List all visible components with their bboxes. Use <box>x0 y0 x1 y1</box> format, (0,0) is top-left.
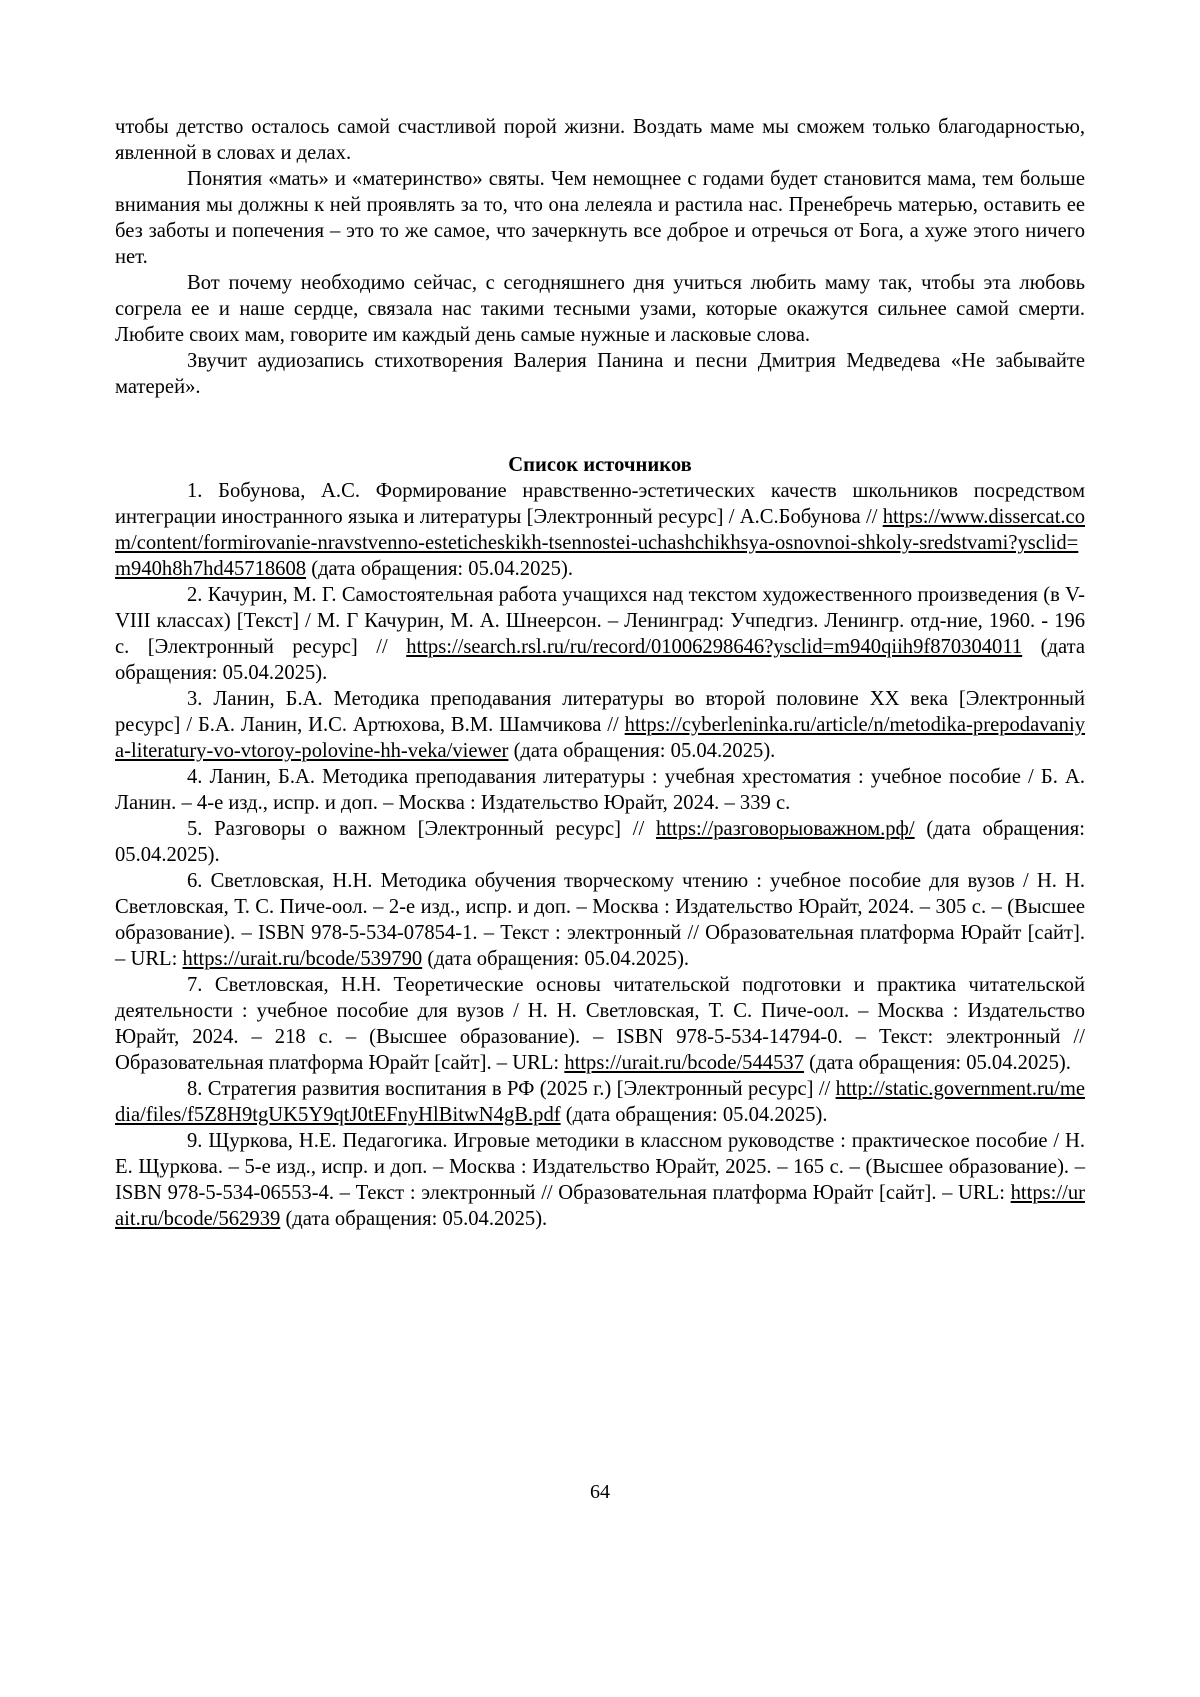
reference-item <box>115 972 1085 1076</box>
reference-item <box>115 1128 1085 1232</box>
reference-text: 7. Светловская, Н.Н. Теоретические основы читательской подготовки и практика читательской деятельности : учебное пособие для вузов / Н. Н. Светловская, Т. С. Пиче-оол. – Москва : Издательство Юрайт, 2024. – 218 с. – (Высшее образование). – ISBN 978-5-534-14794-0. – Текст: электронный // Образовательная платформа Юрайт [сайт]. – URL: <box>115 974 1085 1074</box>
reference-text: 2. Качурин, М. Г. Самостоятельная работа учащихся над текстом художественного произведения (в V-VIII классах) [Текст] / М. Г Качурин, М. А. Шнеерсон. – Ленинград: Учпедгиз. Ленингр. отд-ние, 1960. - 196 с. [Электронный ресурс] // <box>115 584 1085 658</box>
spacer <box>115 400 1085 452</box>
reference-text: 5. Разговоры о важном [Электронный ресурс] // <box>187 818 656 840</box>
reference-access-date: (дата обращения: 05.04.2025). <box>280 1208 547 1230</box>
reference-item <box>115 582 1085 686</box>
reference-link[interactable]: https://search.rsl.ru/ru/record/01006298646?ysclid=m940qiih9f870304011 <box>406 636 1022 658</box>
reference-item <box>115 764 1085 816</box>
reference-link[interactable]: https://urait.ru/bcode/562939 <box>115 1182 1085 1230</box>
body-paragraph: Понятия «мать» и «материнство» святы. Чем немощнее с годами будет становится мама, тем больше внимания мы должны к ней проявлять за то, что она лелеяла и растила нас. Пренебречь матерью, оставить ее без заботы и попечения – это то же самое, что зачеркнуть все доброе и отречься от Бога, а хуже этого ничего нет. <box>115 166 1085 270</box>
body-paragraph: Звучит аудиозапись стихотворения Валерия Панина и песни Дмитрия Медведева «Не забывайте матерей». <box>115 348 1085 400</box>
page-number: 64 <box>0 1481 1200 1504</box>
reference-link[interactable]: https://urait.ru/bcode/539790 <box>183 948 423 970</box>
reference-link[interactable]: https://urait.ru/bcode/544537 <box>564 1052 804 1074</box>
reference-access-date: (дата обращения: 05.04.2025). <box>115 636 1085 684</box>
body-paragraph: чтобы детство осталось самой счастливой порой жизни. Воздать маме мы сможем только благодарностью, явленной в словах и делах. <box>115 114 1085 166</box>
reference-link[interactable]: https://разговорыоважном.рф/ <box>656 818 915 840</box>
reference-link[interactable]: https://cyberleninka.ru/article/n/metodika-prepodavaniya-literatury-vo-vtoroy-polovine-hh-veka/viewer <box>115 714 1085 762</box>
reference-item <box>115 816 1085 868</box>
document-page <box>115 114 1085 1232</box>
reference-text: 1. Бобунова, А.С. Формирование нравственно-эстетических качеств школьников посредством интеграции иностранного языка и литературы [Электронный ресурс] / А.С.Бобунова // <box>115 480 1085 528</box>
reference-text: 9. Щуркова, Н.Е. Педагогика. Игровые методики в классном руководстве : практическое пособие / Н. Е. Щуркова. – 5-е изд., испр. и доп. – Москва : Издательство Юрайт, 2025. – 165 с. – (Высшее образование). – ISBN 978-5-534-06553-4. – Текст : электронный // Образовательная платформа Юрайт [сайт]. – URL: <box>115 1130 1085 1204</box>
reference-access-date: (дата обращения: 05.04.2025). <box>508 740 775 762</box>
reference-link[interactable]: https://www.dissercat.com/content/formirovanie-nravstvenno-esteticheskikh-tsennostei-uchashchikhsya-osnovnoi-shkoly-sredstvami?ysclid=m940h8h7hd45718608 <box>115 506 1085 580</box>
reference-text: 6. Светловская, Н.Н. Методика обучения творческому чтению : учебное пособие для вузов / Н. Н. Светловская, Т. С. Пиче-оол. – 2-е изд., испр. и доп. – Москва : Издательство Юрайт, 2024. – 305 с. – (Высшее образование). – ISBN 978-5-534-07854-1. – Текст : электронный // Образовательная платформа Юрайт [сайт]. – URL: <box>115 870 1085 970</box>
reference-item <box>115 478 1085 582</box>
reference-text: 4. Ланин, Б.А. Методика преподавания литературы : учебная хрестоматия : учебное пособие / Б. А. Ланин. – 4-е изд., испр. и доп. – Москва : Издательство Юрайт, 2024. – 339 с. <box>115 766 1085 814</box>
reference-item <box>115 868 1085 972</box>
reference-text: 3. Ланин, Б.А. Методика преподавания литературы во второй половине XX века [Электронный ресурс] / Б.А. Ланин, И.С. Артюхова, В.М. Шамчикова // <box>115 688 1085 736</box>
reference-link[interactable]: http://static.government.ru/media/files/f5Z8H9tgUK5Y9qtJ0tEFnyHlBitwN4gB.pdf <box>115 1078 1085 1126</box>
references-list <box>115 478 1085 1232</box>
reference-access-date: (дата обращения: 05.04.2025). <box>804 1052 1071 1074</box>
reference-access-date: (дата обращения: 05.04.2025). <box>115 818 1085 866</box>
reference-access-date: (дата обращения: 05.04.2025). <box>306 558 573 580</box>
reference-item <box>115 686 1085 764</box>
reference-access-date: (дата обращения: 05.04.2025). <box>422 948 689 970</box>
reference-access-date: (дата обращения: 05.04.2025). <box>561 1104 828 1126</box>
reference-item <box>115 1076 1085 1128</box>
body-paragraph: Вот почему необходимо сейчас, с сегодняшнего дня учиться любить маму так, чтобы эта любовь согрела ее и наше сердце, связала нас такими тесными узами, которые окажутся сильнее самой смерти. Любите своих мам, говорите им каждый день самые нужные и ласковые слова. <box>115 270 1085 348</box>
reference-text: 8. Стратегия развития воспитания в РФ (2025 г.) [Электронный ресурс] // <box>187 1078 836 1100</box>
references-title: Список источников <box>115 452 1085 478</box>
